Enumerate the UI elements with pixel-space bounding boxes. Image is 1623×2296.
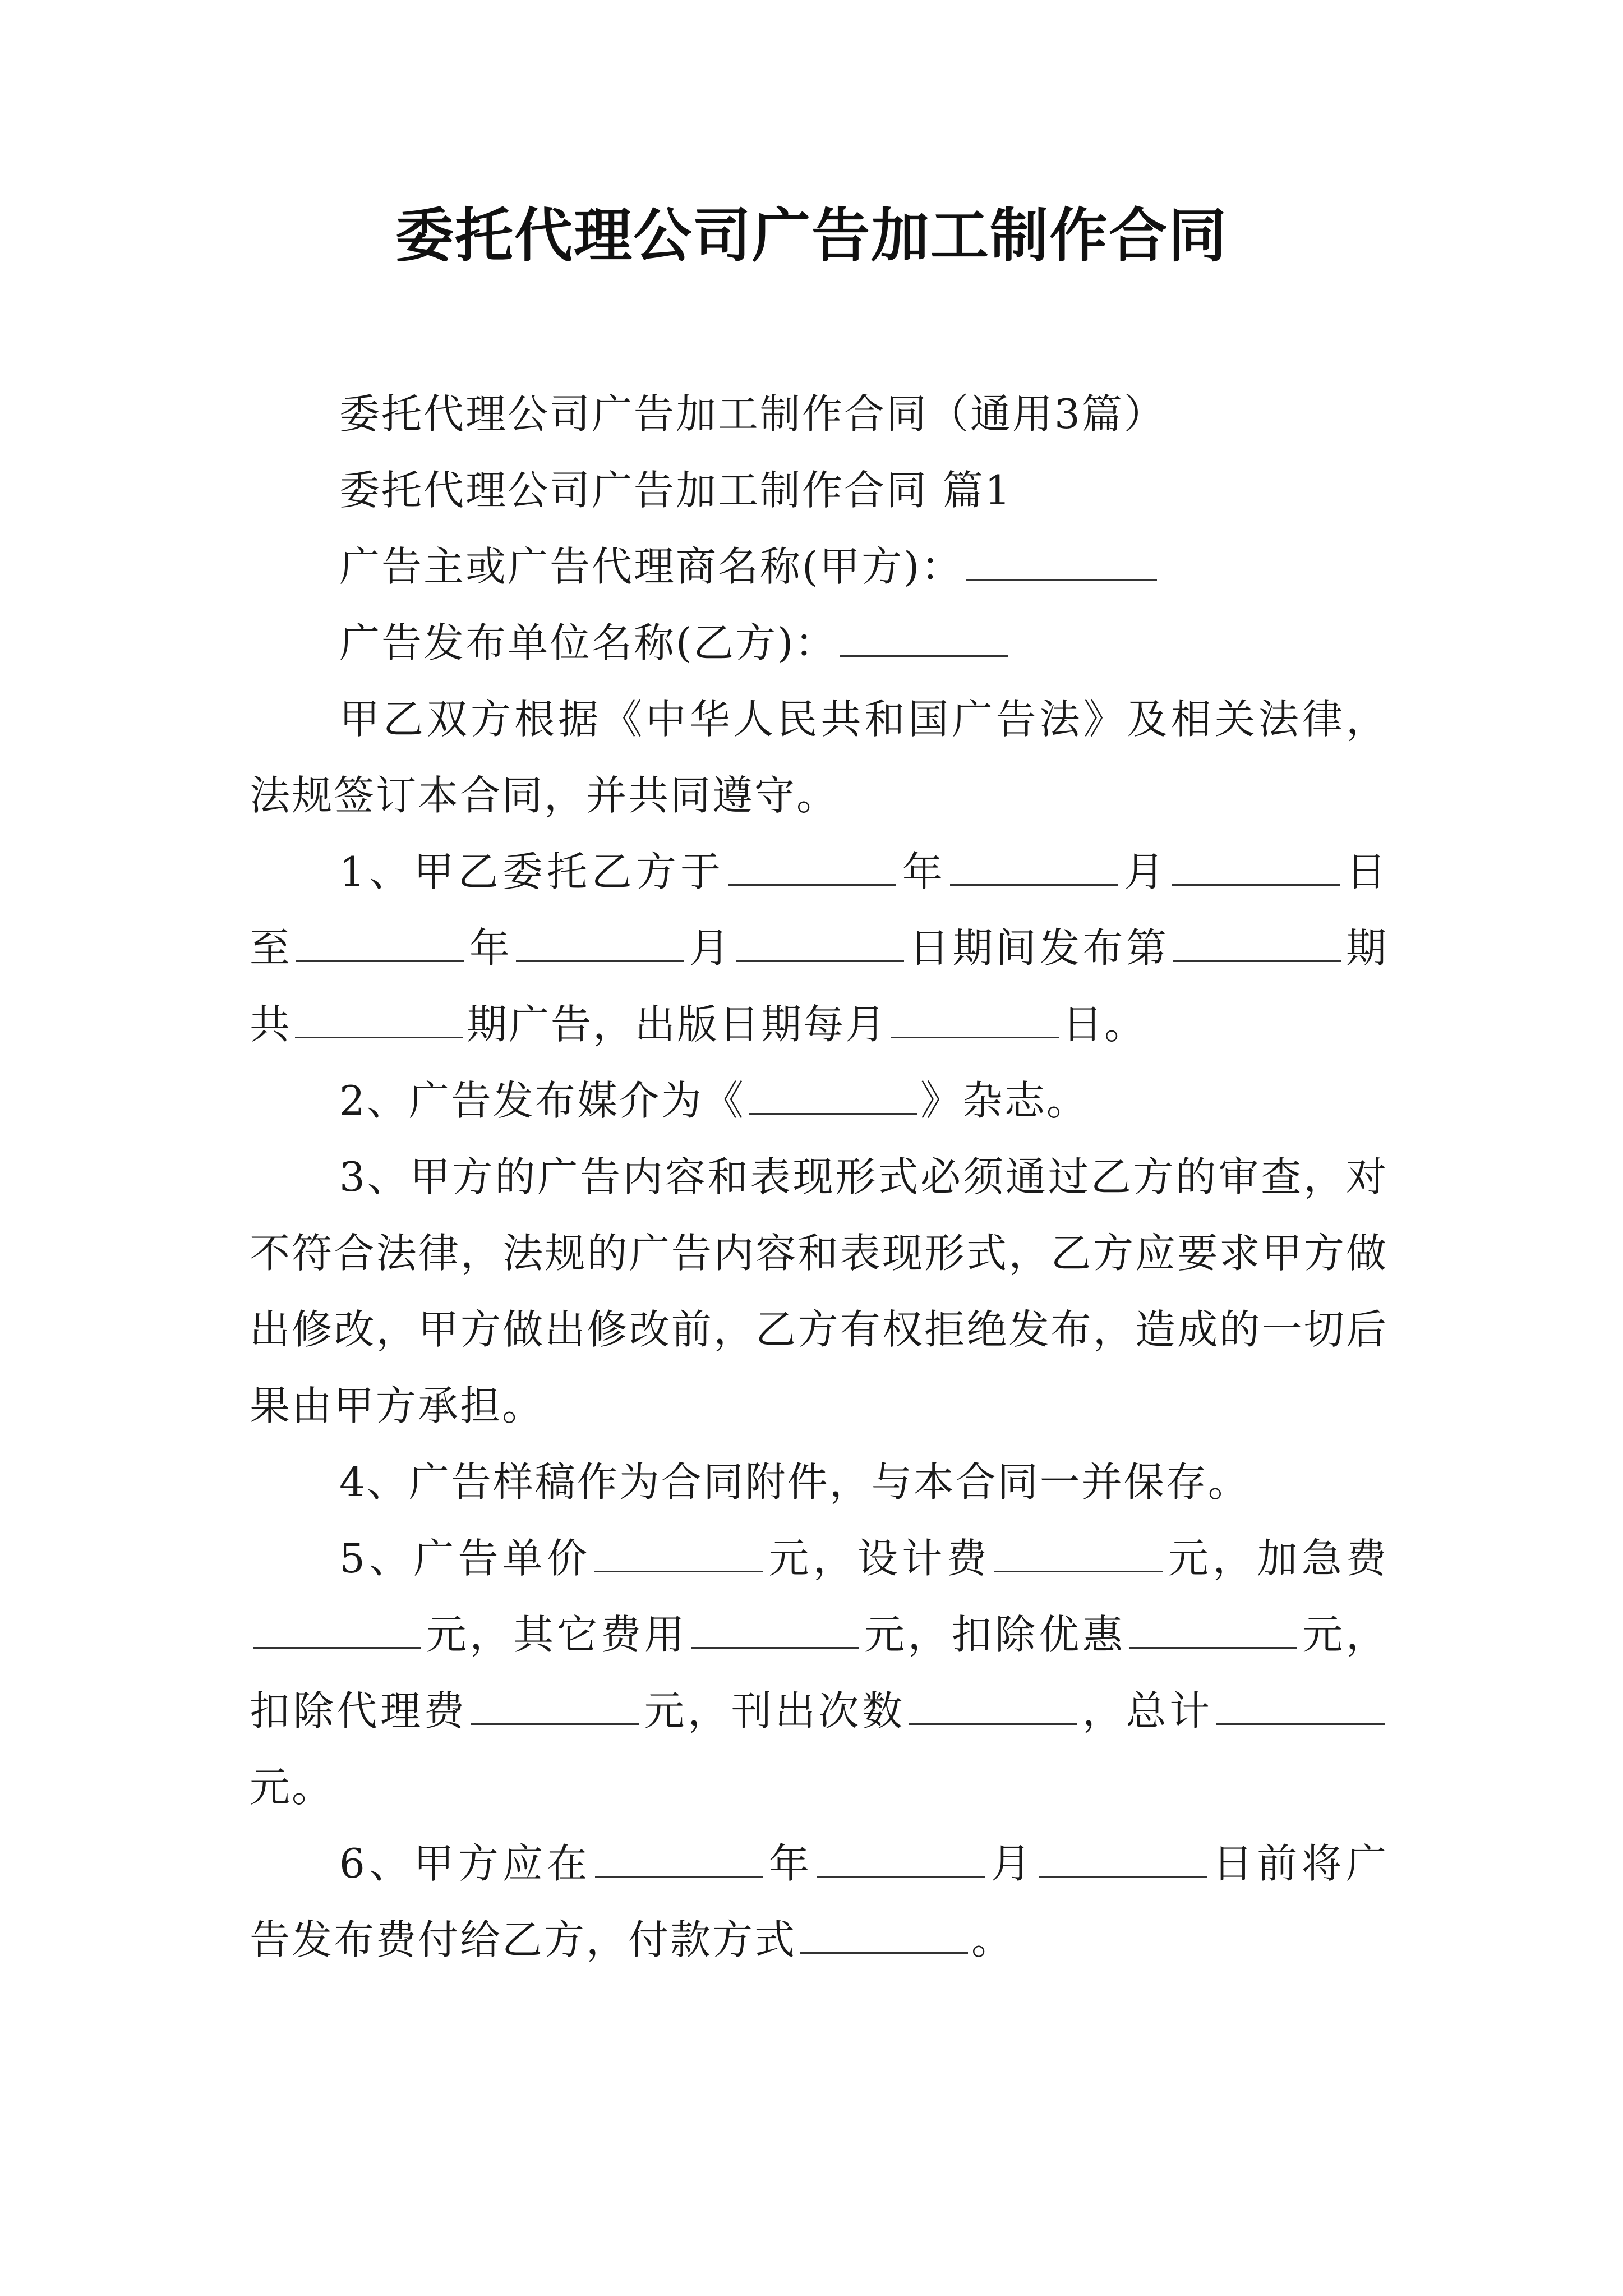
clause-1: 1、甲乙委托乙方于 年 月 日至 年 月 日期间发布第 期共 期广告，出版日期每月 日。 <box>250 834 1388 1062</box>
fill-in-blank <box>1039 1835 1207 1878</box>
fill-in-blank <box>891 996 1059 1038</box>
fill-in-blank <box>595 1835 763 1878</box>
fill-in-blank <box>1129 1607 1297 1649</box>
fill-in-blank <box>691 1607 859 1649</box>
intro-paragraph: 甲乙双方根据《中华人民共和国广告法》及相关法律，法规签订本合同，并共同遵守。 <box>250 696 1388 819</box>
subtitle: 委托代理公司广告加工制作合同（通用3篇） <box>339 390 1166 438</box>
clause-6: 6、甲方应在 年 月 日前将广告发布费付给乙方，付款方式 。 <box>250 1825 1388 1978</box>
fill-in-blank <box>966 539 1157 581</box>
part-heading: 委托代理公司广告加工制作合同 篇1 <box>339 467 1012 514</box>
fill-in-blank <box>296 920 464 962</box>
clause-3: 3、甲方的广告内容和表现形式必须通过乙方的审查，对不符合法律，法规的广告内容和表现形式，乙方应要求甲方做出修改，甲方做出修改前，乙方有权拒绝发布，造成的一切后果由甲方承担。 <box>250 1153 1388 1429</box>
fill-in-blank <box>516 920 684 962</box>
fill-in-blank <box>253 1607 421 1649</box>
fill-in-blank <box>728 844 896 886</box>
fill-in-blank <box>749 1073 917 1115</box>
party-b-line: 广告发布单位名称(乙方)： <box>250 605 1388 681</box>
fill-in-blank <box>994 1530 1163 1572</box>
fill-in-blank <box>471 1683 639 1725</box>
fill-in-blank <box>736 920 904 962</box>
fill-in-blank <box>1216 1683 1385 1725</box>
clause-5: 5、广告单价 元，设计费 元，加急费元，其它费用 元，扣除优惠 元，扣除代理费 元，刊出次数 ，总计元。 <box>250 1520 1388 1825</box>
document-title: 委托代理公司广告加工制作合同 <box>395 201 1228 270</box>
clause-4: 4、广告样稿作为合同附件，与本合同一并保存。 <box>339 1458 1250 1506</box>
document-body <box>250 376 1388 1978</box>
party-a-line: 广告主或广告代理商名称(甲方)： <box>250 528 1388 605</box>
fill-in-blank <box>909 1683 1077 1725</box>
fill-in-blank <box>840 615 1008 657</box>
fill-in-blank <box>1173 920 1341 962</box>
fill-in-blank <box>295 996 463 1038</box>
fill-in-blank <box>594 1530 763 1572</box>
fill-in-blank <box>817 1835 985 1878</box>
fill-in-blank <box>1172 844 1340 886</box>
fill-in-blank <box>950 844 1118 886</box>
clause-2: 2、广告发布媒介为《 》杂志。 <box>250 1062 1388 1139</box>
fill-in-blank <box>800 1912 968 1954</box>
